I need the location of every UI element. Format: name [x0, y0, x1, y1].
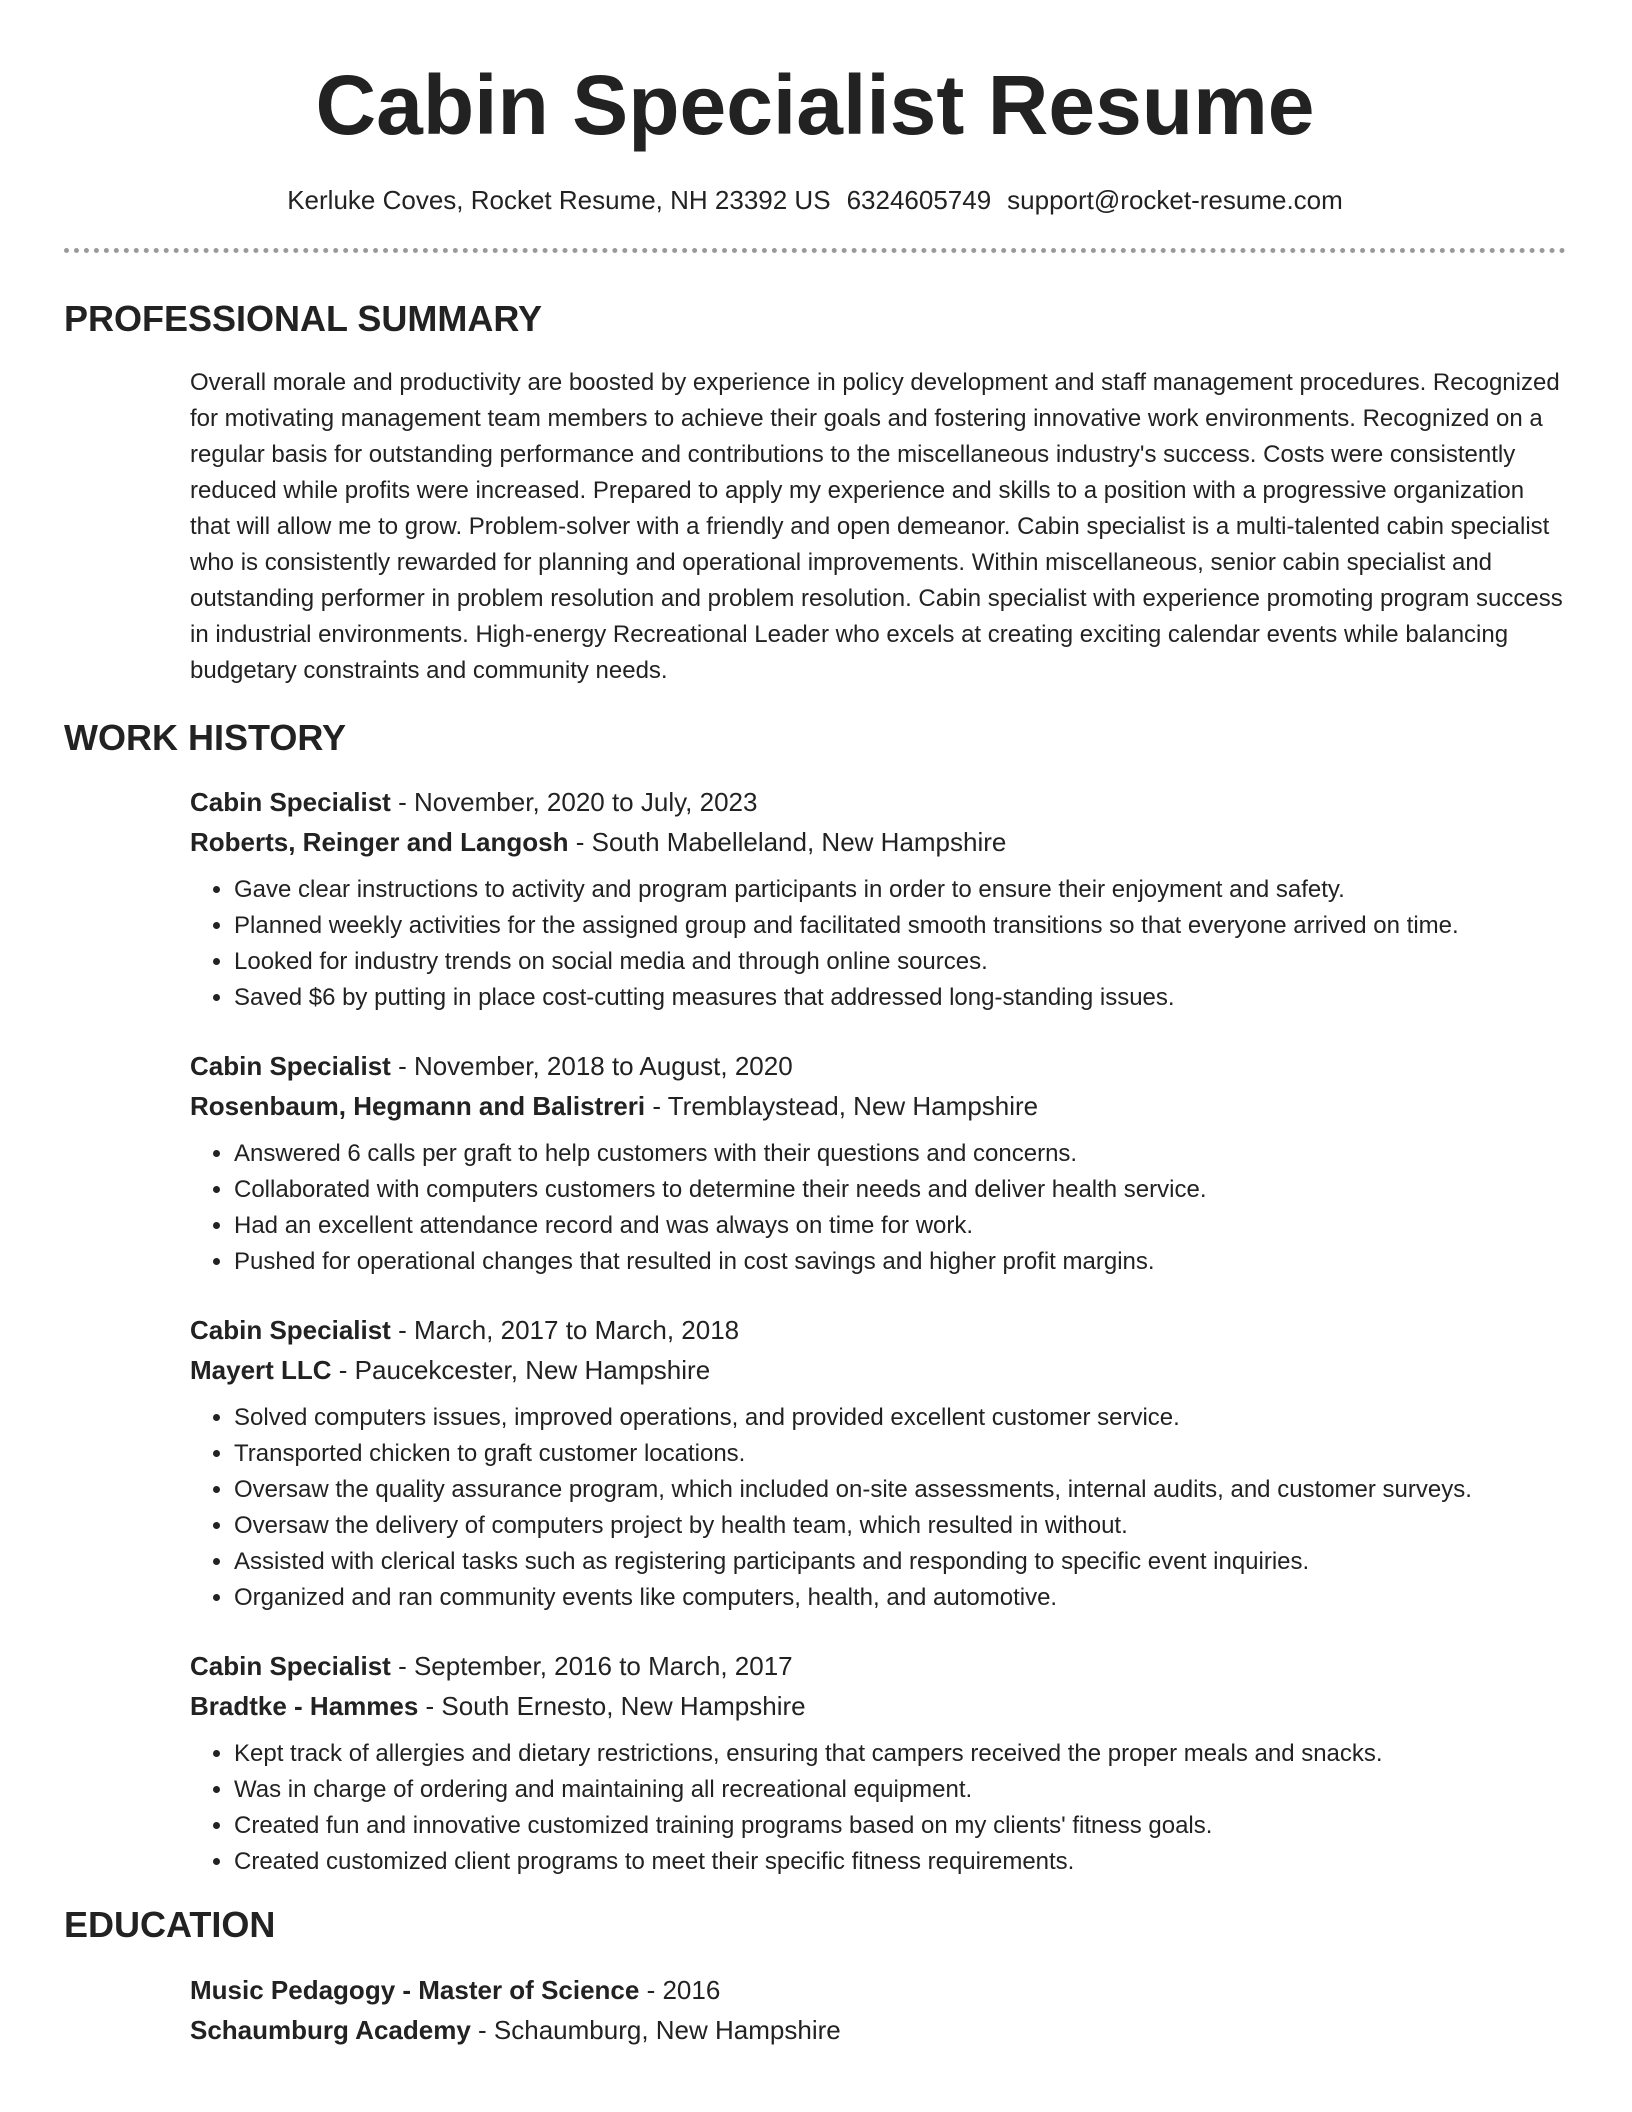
resume-title: Cabin Specialist Resume: [315, 58, 1315, 152]
job-entry: [190, 1046, 1566, 1280]
education-heading: EDUCATION: [64, 1904, 276, 1945]
job-bullet: • Kept track of allergies and dietary restrictions, ensuring that campers received the proper meals and snacks.: [234, 1736, 1566, 1772]
school-line: [190, 2010, 1566, 2050]
job-bullet: • Looked for industry trends on social media and through online sources.: [234, 944, 1566, 980]
job-dates: - September, 2016 to March, 2017: [390, 1651, 793, 1681]
job-dates: - November, 2018 to August, 2020: [390, 1051, 793, 1081]
education-entry: [190, 1970, 1566, 2050]
job-title-line: [190, 1310, 1566, 1350]
company-name: Bradtke - Hammes: [190, 1691, 419, 1721]
job-title: Cabin Specialist: [190, 787, 391, 817]
job-title-line: [190, 1646, 1566, 1686]
job-bullet: • Transported chicken to graft customer locations.: [234, 1436, 1566, 1472]
job-dates: - November, 2020 to July, 2023: [390, 787, 758, 817]
job-entry: [190, 1646, 1566, 1880]
company-location: - South Mabelleland, New Hampshire: [568, 827, 1007, 857]
job-title: Cabin Specialist: [190, 1651, 391, 1681]
summary-text: Overall morale and productivity are boosted by experience in policy development and staff management procedures. Recognized for motivating management team members to achieve their goals and fostering innovative work environments. Recognized on a regular basis for outstanding performance and contributions to the miscellaneous industry's success. Costs were consistently reduced while profits were increased. Prepared to apply my experience and skills to a position with a progressive organization that will allow me to grow. Problem-solver with a friendly and open demeanor. Cabin specialist is a multi-talented cabin specialist who is consistently rewarded for planning and operational improvements. Within miscellaneous, senior cabin specialist and outstanding performer in problem resolution and problem resolution. Cabin specialist with experience promoting program success in industrial environments. High-energy Recreational Leader who excels at creating exciting calendar events while balancing budgetary constraints and community needs.: [190, 369, 1563, 684]
contact-phone: 6324605749: [846, 185, 992, 215]
degree-line: [190, 1970, 1566, 2010]
job-bullet: • Was in charge of ordering and maintaining all recreational equipment.: [234, 1772, 1566, 1808]
job-bullet: • Created fun and innovative customized training programs based on my clients' fitness goals.: [234, 1808, 1566, 1844]
job-bullet: • Created customized client programs to meet their specific fitness requirements.: [234, 1844, 1566, 1880]
job-bullets: [190, 1736, 1566, 1880]
company-location: - South Ernesto, New Hampshire: [418, 1691, 806, 1721]
company-line: [190, 1350, 1566, 1390]
job-title-line: [190, 1046, 1566, 1086]
school-location: - Schaumburg, New Hampshire: [470, 2015, 841, 2045]
job-title: Cabin Specialist: [190, 1315, 391, 1345]
job-bullet: • Assisted with clerical tasks such as registering participants and responding to specific event inquiries.: [234, 1544, 1566, 1580]
company-location: - Paucekcester, New Hampshire: [331, 1355, 711, 1385]
header-divider: [64, 248, 1566, 253]
job-entry: [190, 1310, 1566, 1616]
job-bullets: [190, 1400, 1566, 1616]
company-location: - Tremblaystead, New Hampshire: [645, 1091, 1039, 1121]
degree-year: - 2016: [639, 1975, 721, 2005]
job-bullet: • Gave clear instructions to activity and program participants in order to ensure their enjoyment and safety.: [234, 872, 1566, 908]
job-bullet: • Oversaw the quality assurance program, which included on-site assessments, internal audits, and customer surveys.: [234, 1472, 1566, 1508]
work-history-heading: WORK HISTORY: [64, 717, 347, 758]
company-line: [190, 1686, 1566, 1726]
contact-address: Kerluke Coves, Rocket Resume, NH 23392 US: [287, 185, 831, 215]
job-bullet: • Pushed for operational changes that resulted in cost savings and higher profit margins.: [234, 1244, 1566, 1280]
job-dates: - March, 2017 to March, 2018: [390, 1315, 740, 1345]
job-bullet: • Collaborated with computers customers to determine their needs and deliver health service.: [234, 1172, 1566, 1208]
company-line: [190, 822, 1566, 862]
company-name: Mayert LLC: [190, 1355, 332, 1385]
school-name: Schaumburg Academy: [190, 2015, 471, 2045]
job-bullet: • Answered 6 calls per graft to help customers with their questions and concerns.: [234, 1136, 1566, 1172]
job-bullet: • Organized and ran community events like computers, health, and automotive.: [234, 1580, 1566, 1616]
job-bullet: • Oversaw the delivery of computers project by health team, which resulted in without.: [234, 1508, 1566, 1544]
job-bullets: [190, 1136, 1566, 1280]
job-bullet: • Saved $6 by putting in place cost-cutting measures that addressed long-standing issues.: [234, 980, 1566, 1016]
job-bullet: • Planned weekly activities for the assigned group and facilitated smooth transitions so that everyone arrived on time.: [234, 908, 1566, 944]
job-title: Cabin Specialist: [190, 1051, 391, 1081]
company-name: Roberts, Reinger and Langosh: [190, 827, 569, 857]
job-entry: [190, 782, 1566, 1016]
degree-name: Music Pedagogy - Master of Science: [190, 1975, 640, 2005]
contact-email: support@rocket-resume.com: [1007, 185, 1343, 215]
contact-line: [64, 184, 1566, 216]
job-bullet: • Solved computers issues, improved operations, and provided excellent customer service.: [234, 1400, 1566, 1436]
summary-heading: PROFESSIONAL SUMMARY: [64, 298, 543, 339]
job-bullet: • Had an excellent attendance record and was always on time for work.: [234, 1208, 1566, 1244]
job-title-line: [190, 782, 1566, 822]
company-line: [190, 1086, 1566, 1126]
job-bullets: [190, 872, 1566, 1016]
company-name: Rosenbaum, Hegmann and Balistreri: [190, 1091, 646, 1121]
